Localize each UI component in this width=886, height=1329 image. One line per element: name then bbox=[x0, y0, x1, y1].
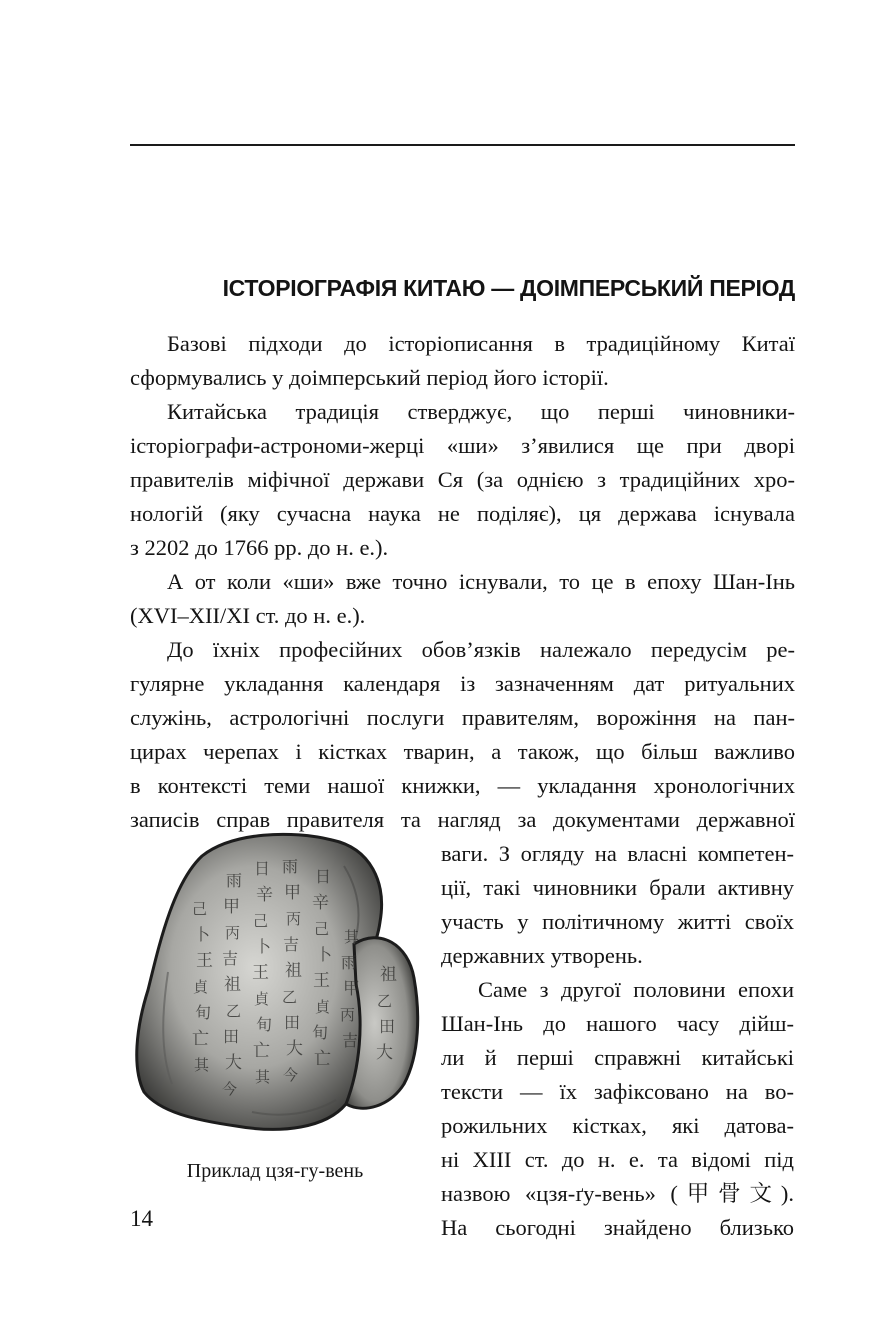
inscription-glyph: 祖 bbox=[285, 961, 302, 981]
text-line: нологій (яку сучасна наука не поділяє), ця держава існувала bbox=[130, 501, 795, 526]
inscription-glyph: 己 bbox=[192, 900, 208, 918]
inscription-glyph: 辛 bbox=[256, 885, 273, 905]
text-line: тексти — їх зафіксовано на во- bbox=[441, 1079, 794, 1104]
inscription-glyph: 其 bbox=[344, 928, 360, 946]
inscription-glyph: 亡 bbox=[253, 1041, 270, 1061]
inscription-glyph: 旬 bbox=[195, 1003, 212, 1022]
text-line: Базові підходи до історіописання в традиційному Китаї bbox=[167, 331, 795, 356]
text-line: в контексті теми нашої книжки, — укладання хронологічних bbox=[130, 773, 795, 798]
inscription-glyph: 己 bbox=[314, 920, 330, 938]
text-line: ції, такі чиновники брали активну bbox=[441, 875, 794, 900]
inscription-glyph: 祖 bbox=[224, 975, 241, 995]
inscription-glyph: 旬 bbox=[312, 1023, 329, 1042]
inscription-glyph: 甲 bbox=[284, 883, 301, 903]
inscription-glyph: 田 bbox=[284, 1013, 301, 1032]
inscription-glyph: 亡 bbox=[314, 1049, 331, 1069]
text-line: А от коли «ши» вже точно існували, то це в епоху Шан-Інь bbox=[167, 569, 795, 594]
inscription-glyph: 祖 bbox=[380, 965, 397, 985]
page-number: 14 bbox=[130, 1206, 153, 1231]
text-line: назвою «цзя-ґу-вень» (甲骨文). bbox=[441, 1181, 794, 1206]
text-line: ні XIII ст. до н. е. та відомі під bbox=[441, 1147, 794, 1172]
inscription-glyph: 丙 bbox=[340, 1006, 356, 1024]
text-line: Китайська традиція стверджує, що перші чиновники- bbox=[167, 399, 795, 424]
inscription-glyph: 吉 bbox=[283, 935, 300, 954]
text-line: На сьогодні знайдено близько bbox=[441, 1215, 794, 1240]
inscription-glyph: 丙 bbox=[225, 924, 241, 942]
text-line: участь у політичному житті своїх bbox=[441, 909, 794, 934]
inscription-glyph: 貞 bbox=[254, 990, 270, 1008]
inscription-glyph: 大 bbox=[286, 1039, 303, 1059]
chapter-heading: ІСТОРІОГРАФІЯ КИТАЮ — ДОІМПЕРСЬКИЙ ПЕРІОД bbox=[222, 275, 795, 301]
header-rule bbox=[130, 144, 795, 146]
text-line: з 2202 до 1766 рр. до н. е.). bbox=[130, 535, 389, 560]
text-line: ваги. З огляду на власні компетен- bbox=[441, 841, 794, 866]
text-line: Саме з другої половини епохи bbox=[478, 977, 794, 1002]
inscription-glyph: 甲 bbox=[223, 897, 240, 917]
inscription-glyph: 今 bbox=[283, 1066, 299, 1084]
inscription-glyph: 王 bbox=[313, 971, 330, 991]
text-line: гулярне укладання календаря із зазначенням дат ритуальних bbox=[130, 671, 795, 696]
inscription-glyph: 亡 bbox=[192, 1029, 209, 1049]
oracle-bone-image bbox=[132, 822, 422, 1138]
text-line: державних утворень. bbox=[441, 943, 643, 968]
inscription-glyph: 吉 bbox=[342, 1031, 359, 1050]
inscription-glyph: 旬 bbox=[256, 1015, 273, 1034]
text-line: До їхніх професійних обов’язків належало передусім ре- bbox=[167, 637, 795, 662]
inscription-glyph: 雨 bbox=[226, 871, 243, 890]
inscription-glyph: 其 bbox=[255, 1068, 271, 1086]
inscription-glyph: 其 bbox=[194, 1056, 210, 1074]
inscription-glyph: 雨 bbox=[282, 857, 299, 876]
inscription-glyph: 卜 bbox=[255, 937, 272, 956]
text-line: правителів міфічної держави Ся (за однією з традиційних хро- bbox=[130, 467, 795, 492]
inscription-glyph: 甲 bbox=[343, 979, 360, 999]
text-line: історіографи-астрономи-жерці «ши» з’явилися ще при дворі bbox=[130, 433, 795, 458]
text-line: служінь, астрологічні послуги правителям, ворожіння на пан- bbox=[130, 705, 795, 730]
inscription-glyph: 雨 bbox=[341, 953, 358, 972]
text-line: сформувались у доімперський період його історії. bbox=[130, 365, 609, 390]
inscription-glyph: 田 bbox=[379, 1017, 396, 1036]
inscription-glyph: 丙 bbox=[286, 910, 302, 928]
inscription-glyph: 卜 bbox=[316, 945, 333, 964]
inscription-glyph: 乙 bbox=[226, 1002, 242, 1020]
inscription-glyph: 貞 bbox=[315, 998, 331, 1016]
inscription-glyph: 貞 bbox=[193, 978, 209, 996]
inscription-glyph: 王 bbox=[252, 963, 269, 983]
text-line: записів справ правителя та нагляд за документами державної bbox=[130, 807, 795, 832]
text-line: ли й перші справжні китайські bbox=[441, 1045, 794, 1070]
inscription-glyph: 大 bbox=[376, 1043, 393, 1063]
inscription-glyph: 今 bbox=[222, 1080, 238, 1098]
inscription-glyph: 大 bbox=[225, 1053, 242, 1073]
inscription-glyph: 日 bbox=[315, 867, 332, 886]
inscription-glyph: 王 bbox=[196, 951, 213, 971]
inscription-glyph: 己 bbox=[253, 912, 269, 930]
inscription-glyph: 卜 bbox=[194, 925, 211, 944]
inscription-glyph: 乙 bbox=[282, 988, 298, 1006]
inscription-glyph: 辛 bbox=[312, 893, 329, 913]
inscription-glyph: 田 bbox=[223, 1027, 240, 1046]
figure-caption: Приклад цзя-гу-вень bbox=[186, 1160, 364, 1182]
text-line: (XVI–XII/XI ст. до н. е.). bbox=[130, 603, 366, 628]
text-line: Шан-Інь до нашого часу дійш- bbox=[441, 1011, 794, 1036]
text-line: цирах черепах і кістках тварин, а також, що більш важливо bbox=[130, 739, 795, 764]
inscription-glyph: 吉 bbox=[222, 949, 239, 968]
inscription-glyph: 乙 bbox=[377, 992, 393, 1010]
oracle-bone-figure bbox=[132, 822, 422, 1138]
inscription-glyph: 日 bbox=[254, 859, 271, 878]
text-line: рожильних кістках, які датова- bbox=[441, 1113, 794, 1138]
